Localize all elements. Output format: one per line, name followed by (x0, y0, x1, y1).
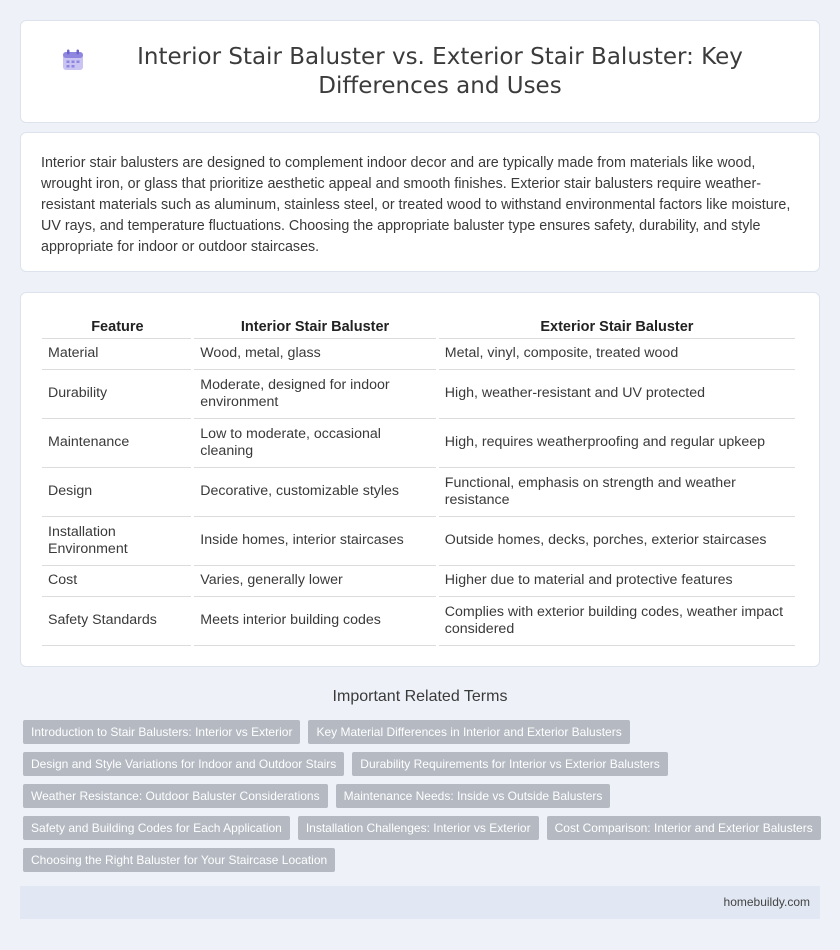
table-row (42, 418, 797, 467)
feature-cell: Material (42, 338, 193, 369)
related-term-tag[interactable]: Cost Comparison: Interior and Exterior Balusters (547, 816, 821, 840)
interior-cell: Wood, metal, glass (193, 338, 438, 369)
exterior-cell: High, requires weatherproofing and regular upkeep (437, 418, 796, 467)
column-header-interior: Interior Stair Baluster (193, 316, 438, 338)
related-term-tag[interactable]: Installation Challenges: Interior vs Exterior (298, 816, 539, 840)
related-term-tag[interactable]: Weather Resistance: Outdoor Baluster Considerations (23, 784, 328, 808)
table-row (42, 467, 797, 516)
comparison-card (20, 292, 820, 667)
interior-cell: Varies, generally lower (193, 565, 438, 596)
footer (20, 886, 820, 919)
comparison-table (42, 316, 798, 646)
feature-cell: Cost (42, 565, 193, 596)
intro-paragraph: Interior stair balusters are designed to complement indoor decor and are typically made from materials like wood, wrought iron, or glass that prioritize aesthetic appeal and smooth finishes. Exterior stair balusters require weather-resistant materials such as aluminum, stainless steel, or treated wood to withstand environmental factors like moisture, UV rays, and temperature fluctuations. Choosing the appropriate baluster type ensures safety, durability, and style appropriate for indoor or outdoor staircases. (41, 155, 791, 255)
related-term-tag[interactable]: Key Material Differences in Interior and Exterior Balusters (308, 720, 629, 744)
exterior-cell: Metal, vinyl, composite, treated wood (437, 338, 796, 369)
page-title: Interior Stair Baluster vs. Exterior Stair Baluster: Key Differences and Uses (137, 43, 743, 99)
intro-card (20, 132, 820, 272)
header-card (20, 20, 820, 123)
exterior-cell: Outside homes, decks, porches, exterior staircases (437, 516, 796, 565)
related-terms-list (23, 720, 823, 872)
feature-cell: Durability (42, 369, 193, 418)
feature-cell: Design (42, 467, 193, 516)
footer-site-link[interactable]: homebuildy.com (723, 895, 810, 909)
interior-cell: Meets interior building codes (193, 596, 438, 645)
related-term-tag[interactable]: Safety and Building Codes for Each Application (23, 816, 290, 840)
exterior-cell: Complies with exterior building codes, weather impact considered (437, 596, 796, 645)
interior-cell: Decorative, customizable styles (193, 467, 438, 516)
interior-cell: Low to moderate, occasional cleaning (193, 418, 438, 467)
exterior-cell: High, weather-resistant and UV protected (437, 369, 796, 418)
column-header-feature: Feature (42, 316, 193, 338)
table-row (42, 516, 797, 565)
related-terms-heading: Important Related Terms (332, 688, 508, 705)
interior-cell: Moderate, designed for indoor environment (193, 369, 438, 418)
feature-cell: Installation Environment (42, 516, 193, 565)
related-term-tag[interactable]: Introduction to Stair Balusters: Interior vs Exterior (23, 720, 300, 744)
related-term-tag[interactable]: Design and Style Variations for Indoor and Outdoor Stairs (23, 752, 344, 776)
related-term-tag[interactable]: Durability Requirements for Interior vs Exterior Balusters (352, 752, 667, 776)
table-row (42, 369, 797, 418)
feature-cell: Maintenance (42, 418, 193, 467)
table-header-row (42, 316, 797, 338)
related-term-tag[interactable]: Choosing the Right Baluster for Your Staircase Location (23, 848, 335, 872)
exterior-cell: Functional, emphasis on strength and weather resistance (437, 467, 796, 516)
column-header-exterior: Exterior Stair Baluster (437, 316, 796, 338)
related-term-tag[interactable]: Maintenance Needs: Inside vs Outside Balusters (336, 784, 611, 808)
feature-cell: Safety Standards (42, 596, 193, 645)
table-row (42, 338, 797, 369)
exterior-cell: Higher due to material and protective features (437, 565, 796, 596)
table-row (42, 565, 797, 596)
table-row (42, 596, 797, 645)
interior-cell: Inside homes, interior staircases (193, 516, 438, 565)
